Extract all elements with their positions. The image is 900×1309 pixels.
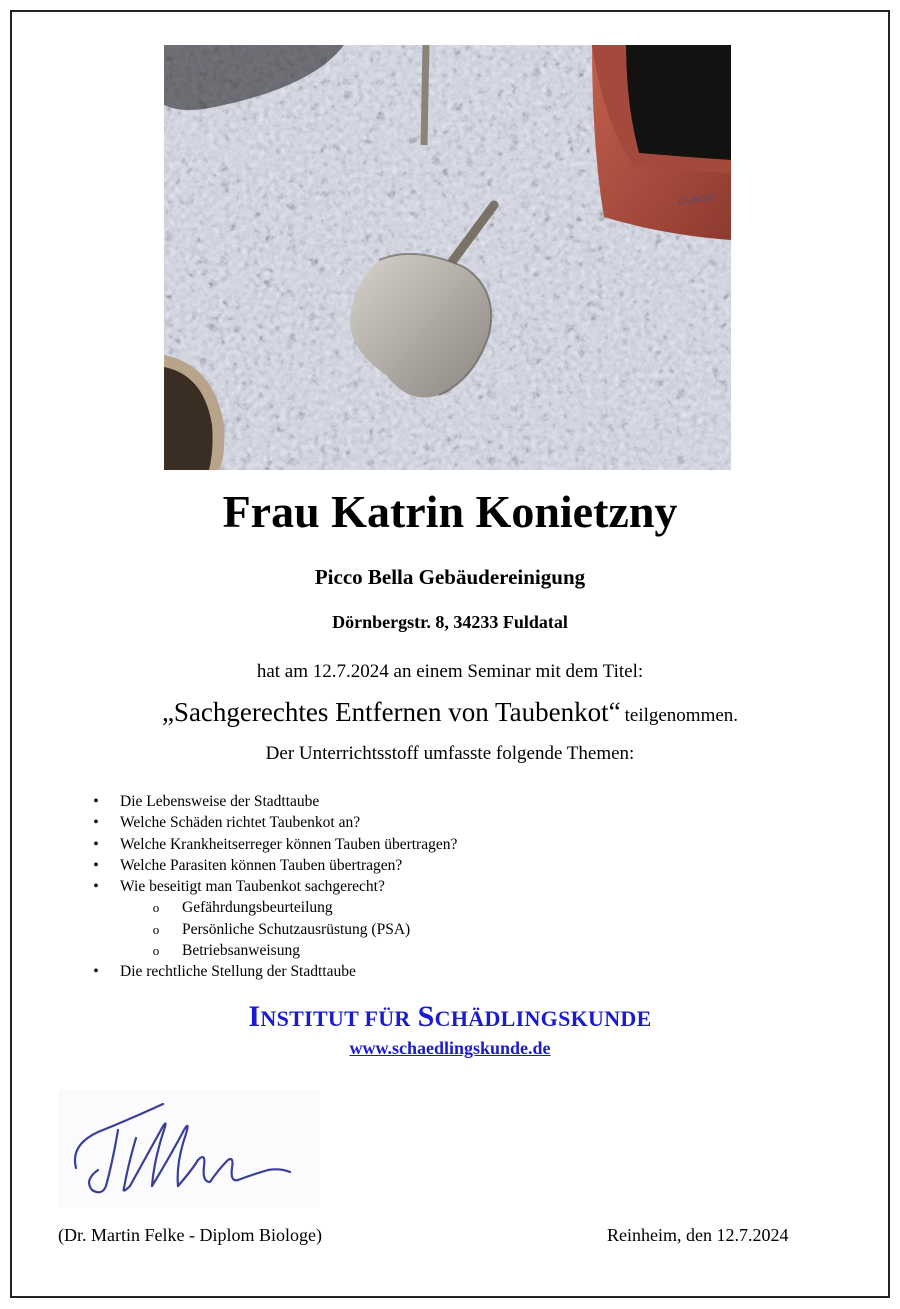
institute-name: INSTITUT FÜR SCHÄDLINGSKUNDE: [248, 1000, 652, 1033]
seminar-suffix: teilgenommen.: [624, 705, 739, 726]
list-item: • Die rechtliche Stellung der Stadttaube: [90, 961, 457, 982]
company-name: Picco Bella Gebäudereinigung: [314, 565, 586, 589]
svg-text:GUNSO: GUNSO: [677, 191, 716, 208]
topics-intro: Der Unterrichtsstoff umfasste folgende Themen:: [265, 743, 635, 764]
sub-bullet-icon: o: [152, 943, 160, 959]
bullet-icon: •: [93, 793, 99, 810]
signature: [58, 1090, 320, 1208]
list-item: • Wie beseitigt man Taubenkot sachgerecht? o Gefährdungsbeurteilung o Persönliche Schutzausrüstung (PSA) o Betriebsanweisung: [90, 876, 457, 961]
seminar-line: [12, 694, 888, 735]
list-item: o Persönliche Schutzausrüstung (PSA): [120, 919, 457, 940]
bullet-icon: •: [93, 878, 99, 896]
list-item: • Welche Parasiten können Tauben übertragen?: [90, 855, 457, 876]
subtopics-list: [120, 897, 457, 961]
recipient-name: Frau Katrin Konietzny: [222, 486, 678, 537]
bullet-icon: •: [93, 963, 99, 981]
signatory-name: (Dr. Martin Felke - Diplom Biologe): [58, 1225, 322, 1245]
company-address: Dörnbergstr. 8, 34233 Fuldatal: [332, 612, 568, 632]
list-item: • Die Lebensweise der Stadttaube: [90, 791, 457, 812]
bullet-icon: •: [93, 814, 99, 832]
place-and-date: Reinheim, den 12.7.2024: [607, 1225, 789, 1245]
seminar-title: „Sachgerechtes Entfernen von Taubenkot“: [161, 697, 621, 727]
list-item: • Welche Krankheitserreger können Tauben übertragen?: [90, 834, 457, 855]
bullet-icon: •: [93, 835, 99, 853]
sub-bullet-icon: o: [152, 921, 160, 937]
list-item: o Gefährdungsbeurteilung: [120, 897, 457, 918]
bullet-icon: •: [93, 856, 99, 874]
list-item: o Betriebsanweisung: [120, 940, 457, 961]
list-item: • Welche Schäden richtet Taubenkot an?: [90, 812, 457, 833]
pigeon-droppings-photo: [164, 45, 731, 470]
institute-website-link[interactable]: www.schaedlingskunde.de: [349, 1038, 551, 1058]
topics-list: [90, 791, 457, 983]
attendance-statement: hat am 12.7.2024 an einem Seminar mit dem Titel:: [256, 661, 644, 682]
sub-bullet-icon: o: [152, 900, 160, 916]
